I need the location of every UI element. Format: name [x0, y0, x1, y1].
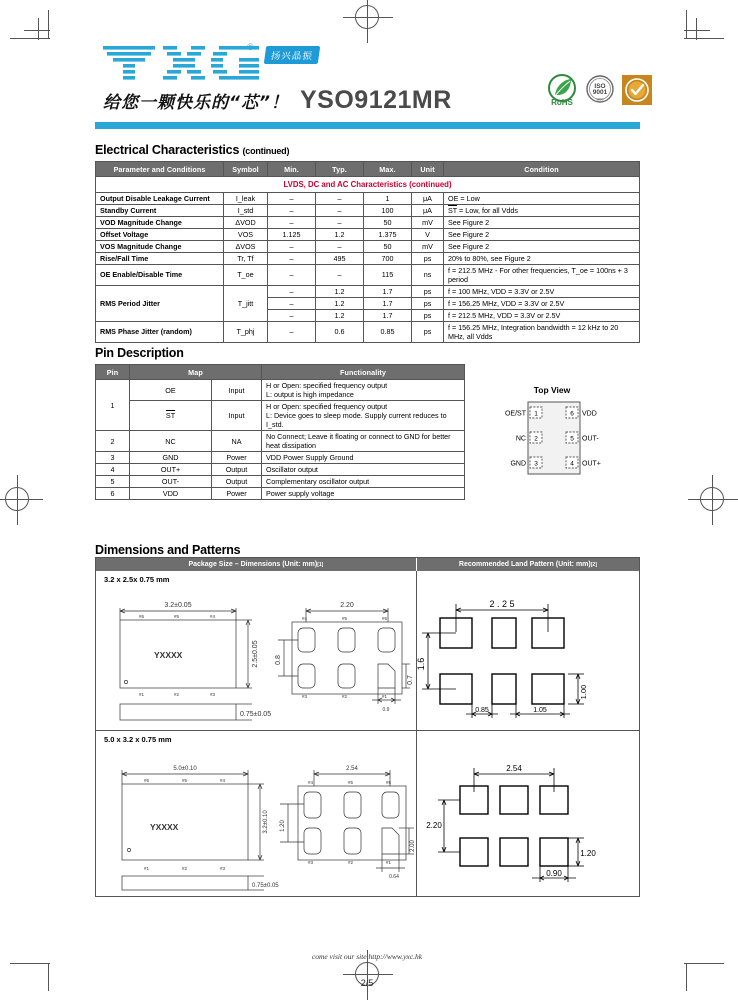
pin-map: VDD [130, 488, 212, 500]
svg-text:#2: #2 [342, 694, 348, 699]
pin-map: $\overline{ST}$ [130, 401, 212, 431]
svg-text:#3: #3 [220, 866, 226, 871]
pin-map: OUT- [130, 476, 212, 488]
col-package-size-label: Package Size – Dimensions (Unit: mm) [188, 561, 318, 568]
svg-text:1.6: 1.6 [416, 657, 426, 671]
pin-map: GND [130, 452, 212, 464]
row-param: RMS Phase Jitter (random) [96, 321, 224, 342]
table-row [96, 264, 640, 285]
svg-text:2.20: 2.20 [340, 602, 354, 609]
row-min: – [268, 309, 316, 321]
svg-text:ucc: ucc [596, 96, 604, 102]
svg-text:6: 6 [570, 410, 574, 418]
row-condition: f = 156.25 MHz, Integration bandwidth = 12 kHz to 20 MHz, all Vdds [444, 321, 640, 342]
pin-type: Input [212, 380, 262, 401]
header-accent-bar [95, 122, 640, 129]
pin-type: Input [212, 401, 262, 431]
row-typ: – [316, 192, 364, 204]
svg-text:1.00: 1.00 [579, 684, 588, 700]
col-parameter: Parameter and Conditions [96, 162, 224, 177]
svg-text:0.75±0.05: 0.75±0.05 [240, 711, 272, 718]
svg-text:0.90: 0.90 [546, 869, 562, 878]
row-unit: V [412, 228, 444, 240]
electrical-characteristics-table [95, 161, 640, 343]
svg-text:0.9: 0.9 [382, 707, 390, 713]
registration-mark-top [355, 5, 381, 31]
svg-text:1.20: 1.20 [580, 849, 596, 858]
svg-text:OUT-: OUT- [582, 435, 599, 443]
pin-function: Power supply voltage [262, 488, 465, 500]
svg-text:#3: #3 [210, 692, 216, 697]
row-condition: OE = Low [444, 192, 640, 204]
row-unit: mV [412, 216, 444, 228]
footnote-1: [1] [317, 561, 324, 568]
table-row [96, 431, 465, 452]
row-min: – [268, 240, 316, 252]
row-condition: f = 212.5 MHz, VDD = 3.3V or 2.5V [444, 309, 640, 321]
svg-text:#6: #6 [144, 778, 150, 783]
dimensions-header [96, 558, 639, 571]
pin-function: Oscillator output [262, 464, 465, 476]
row-max: 0.85 [364, 321, 412, 342]
row-unit: ps [412, 252, 444, 264]
pin-number: 2 [96, 431, 130, 452]
row-symbol: ΔVOS [224, 240, 268, 252]
lvds-subheader: LVDS, DC and AC Characteristics (continued) [96, 177, 640, 193]
svg-text:#4: #4 [220, 778, 226, 783]
row-symbol: VOS [224, 228, 268, 240]
row-condition: f = 212.5 MHz - For other frequencies, T_oe = 100ns + 3 period [444, 264, 640, 285]
svg-text:#2: #2 [182, 866, 188, 871]
svg-text:#1: #1 [139, 692, 145, 697]
pin-description-table [95, 364, 465, 500]
svg-text:#5: #5 [342, 616, 348, 621]
row-symbol: T_jitt [224, 285, 268, 321]
pin-number: 1 [96, 380, 130, 431]
svg-text:0.75±0.05: 0.75±0.05 [252, 883, 279, 889]
table-row [96, 488, 465, 500]
row-param: Offset Voltage [96, 228, 224, 240]
package-b-label: 5.0 x 3.2 x 0.75 mm [104, 735, 172, 744]
col-unit: Unit [412, 162, 444, 177]
row-typ: 495 [316, 252, 364, 264]
table-row [96, 192, 640, 204]
col-map: Map [130, 365, 262, 380]
row-condition: See Figure 2 [444, 240, 640, 252]
dimensions-panel [95, 557, 640, 897]
row-max: 1.7 [364, 285, 412, 297]
row-min: – [268, 204, 316, 216]
svg-text:0.8: 0.8 [275, 655, 282, 665]
table-header-row [96, 365, 465, 380]
subheader-row [96, 177, 640, 193]
row-symbol: ΔVOD [224, 216, 268, 228]
svg-text:0.7: 0.7 [407, 675, 414, 685]
col-typ: Typ. [316, 162, 364, 177]
svg-text:#6: #6 [139, 614, 145, 619]
svg-text:0.64: 0.64 [389, 874, 399, 880]
table-row [96, 464, 465, 476]
svg-text:#5: #5 [348, 780, 354, 785]
package-b-drawing [102, 754, 418, 894]
row-param: OE Enable/Disable Time [96, 264, 224, 285]
company-slogan: 给您一颗快乐的“芯”！ [103, 93, 289, 113]
row-typ: – [316, 204, 364, 216]
row-symbol: I_std [224, 204, 268, 216]
svg-text:#1: #1 [386, 860, 392, 865]
rohs-badge-icon [545, 73, 579, 107]
row-min: – [268, 285, 316, 297]
row-condition: f = 100 MHz, VDD = 3.3V or 2.5V [444, 285, 640, 297]
row-condition: f = 156.25 MHz, VDD = 3.3V or 2.5V [444, 297, 640, 309]
registration-mark-right [700, 487, 726, 513]
svg-text:5: 5 [570, 435, 574, 443]
row-max: 50 [364, 240, 412, 252]
svg-text:#5: #5 [174, 614, 180, 619]
row-typ: – [316, 216, 364, 228]
svg-text:5.0±0.10: 5.0±0.10 [173, 766, 197, 772]
logo-chinese-badge: 扬兴晶振 [264, 46, 321, 64]
page-number: 2/5 [360, 978, 374, 988]
row-param: VOD Magnitude Change [96, 216, 224, 228]
svg-text:#3: #3 [302, 694, 308, 699]
row-min: – [268, 192, 316, 204]
row-typ: 0.6 [316, 321, 364, 342]
row-min: – [268, 321, 316, 342]
svg-text:1: 1 [534, 410, 538, 418]
section-title-suffix: (continued) [242, 146, 290, 156]
pin-function: No Connect; Leave it floating or connect to GND for better heat dissipation [262, 431, 465, 452]
col-max: Max. [364, 162, 412, 177]
table-row [96, 216, 640, 228]
row-max: 700 [364, 252, 412, 264]
pin-function: H or Open: specified frequency output L: output is high impedance [262, 380, 465, 401]
table-row [96, 401, 465, 431]
col-land-pattern [417, 558, 639, 571]
svg-text:YXXXX: YXXXX [150, 822, 179, 832]
page-header [95, 40, 640, 132]
row-typ: 1.2 [316, 228, 364, 240]
svg-text:2 . 2 5: 2 . 2 5 [489, 599, 515, 609]
svg-text:2.00: 2.00 [410, 840, 416, 852]
pin-description-title [95, 346, 184, 360]
row-unit: ps [412, 285, 444, 297]
table-row [96, 285, 640, 297]
table-row [96, 321, 640, 342]
row-symbol: I_leak [224, 192, 268, 204]
dimensions-horizontal-divider [96, 730, 639, 731]
row-min: – [268, 297, 316, 309]
pin-function: VDD Power Supply Ground [262, 452, 465, 464]
svg-text:#4: #4 [302, 616, 308, 621]
footnote-2: [2] [590, 561, 597, 568]
row-max: 100 [364, 204, 412, 216]
pin-type: Output [212, 476, 262, 488]
land-pattern-b-drawing [426, 758, 636, 888]
table-row [96, 228, 640, 240]
svg-text:#1: #1 [144, 866, 150, 871]
row-unit: mV [412, 240, 444, 252]
svg-text:NC: NC [515, 435, 526, 443]
svg-text:OUT+: OUT+ [582, 460, 601, 468]
svg-text:YXXXX: YXXXX [154, 650, 183, 660]
iso9001-badge-icon [583, 73, 617, 107]
svg-text:#6: #6 [386, 780, 392, 785]
row-symbol: Tr, Tf [224, 252, 268, 264]
table-header-row [96, 162, 640, 177]
section-title-text: Electrical Characteristics [95, 143, 240, 157]
svg-text:2.54: 2.54 [506, 764, 522, 773]
land-pattern-a-drawing [416, 596, 635, 726]
row-unit: μA [412, 204, 444, 216]
row-param: RMS Period Jitter [96, 285, 224, 321]
row-typ: 1.2 [316, 285, 364, 297]
row-param: Standby Current [96, 204, 224, 216]
svg-text:#6: #6 [382, 616, 388, 621]
svg-text:#2: #2 [174, 692, 180, 697]
row-param: Output Disable Leakage Current [96, 192, 224, 204]
package-a-drawing [102, 594, 418, 726]
svg-text:1.20: 1.20 [280, 820, 286, 832]
col-pin: Pin [96, 365, 130, 380]
row-condition: See Figure 2 [444, 216, 640, 228]
row-min: – [268, 264, 316, 285]
svg-text:0.85: 0.85 [475, 707, 489, 714]
svg-text:9001: 9001 [592, 89, 608, 96]
row-typ: – [316, 240, 364, 252]
svg-text:2: 2 [534, 435, 538, 443]
row-param: VOS Magnitude Change [96, 240, 224, 252]
row-min: – [268, 216, 316, 228]
svg-text:GND: GND [510, 460, 526, 468]
row-max: 1.7 [364, 297, 412, 309]
pin-number: 6 [96, 488, 130, 500]
svg-text:2.20: 2.20 [426, 821, 442, 830]
part-number-title: YSO9121MR [300, 86, 452, 114]
row-condition: $\overline{ST}$ = Low, for all Vdds [444, 204, 640, 216]
row-unit: ns [412, 264, 444, 285]
svg-text:ISO: ISO [594, 83, 606, 90]
row-unit: μA [412, 192, 444, 204]
row-symbol: T_phj [224, 321, 268, 342]
table-row [96, 452, 465, 464]
row-max: 50 [364, 216, 412, 228]
row-max: 1.7 [364, 309, 412, 321]
pin-number: 4 [96, 464, 130, 476]
registered-trademark-icon: ® [247, 42, 254, 52]
row-min: 1.125 [268, 228, 316, 240]
row-max: 1 [364, 192, 412, 204]
col-package-size [96, 558, 417, 571]
pin-map: OE [130, 380, 212, 401]
svg-text:2.54: 2.54 [346, 766, 358, 772]
row-max: 115 [364, 264, 412, 285]
svg-text:#4: #4 [308, 780, 314, 785]
pin-function: H or Open: specified frequency output L: Device goes to sleep mode. Supply current reduces to I_std. [262, 401, 465, 431]
svg-text:3.2±0.05: 3.2±0.05 [164, 602, 192, 609]
svg-text:1.05: 1.05 [533, 707, 547, 714]
row-min: – [268, 252, 316, 264]
col-functionality: Functionality [262, 365, 465, 380]
svg-text:#4: #4 [210, 614, 216, 619]
row-unit: ps [412, 321, 444, 342]
pin-function: Complementary oscillator output [262, 476, 465, 488]
table-row [96, 380, 465, 401]
svg-text:#3: #3 [308, 860, 314, 865]
row-typ: 1.2 [316, 309, 364, 321]
svg-text:4: 4 [570, 460, 574, 468]
table-row [96, 240, 640, 252]
top-view-diagram [490, 382, 640, 492]
registration-mark-left [5, 487, 31, 513]
svg-text:VDD: VDD [582, 410, 597, 418]
row-condition: 20% to 80%, see Figure 2 [444, 252, 640, 264]
svg-text:OE/ST: OE/ST [504, 410, 526, 418]
col-min: Min. [268, 162, 316, 177]
quality-check-badge-icon [621, 74, 653, 106]
row-typ: – [316, 264, 364, 285]
svg-text:#2: #2 [348, 860, 354, 865]
pin-type: Output [212, 464, 262, 476]
top-view-title: Top View [533, 385, 571, 395]
pin-map: OUT+ [130, 464, 212, 476]
row-max: 1.375 [364, 228, 412, 240]
col-condition: Condition [444, 162, 640, 177]
pin-type: Power [212, 488, 262, 500]
svg-text:#1: #1 [382, 694, 388, 699]
package-a-label: 3.2 x 2.5x 0.75 mm [104, 575, 170, 584]
row-param: Rise/Fall Time [96, 252, 224, 264]
row-symbol: T_oe [224, 264, 268, 285]
section-title-text: Dimensions and Patterns [95, 543, 241, 557]
table-row [96, 204, 640, 216]
pin-type: Power [212, 452, 262, 464]
footer-text: come visit our site http://www.yxc.hk [311, 952, 423, 961]
dimensions-title [95, 543, 240, 557]
row-typ: 1.2 [316, 297, 364, 309]
row-condition: See Figure 2 [444, 228, 640, 240]
pin-map: NC [130, 431, 212, 452]
svg-text:3: 3 [534, 460, 538, 468]
pin-number: 3 [96, 452, 130, 464]
row-unit: ps [412, 297, 444, 309]
col-land-pattern-label: Recommended Land Pattern (Unit: mm) [458, 561, 591, 568]
electrical-characteristics-title [95, 143, 289, 157]
table-row [96, 252, 640, 264]
svg-text:RoHS: RoHS [551, 98, 573, 107]
section-title-text: Pin Description [95, 346, 184, 360]
table-row [96, 476, 465, 488]
certification-badges [545, 73, 653, 107]
svg-text:2.5±0.05: 2.5±0.05 [252, 640, 259, 668]
svg-text:#5: #5 [182, 778, 188, 783]
svg-text:3.2±0.10: 3.2±0.10 [263, 810, 269, 834]
row-unit: ps [412, 309, 444, 321]
col-symbol: Symbol [224, 162, 268, 177]
pin-type: NA [212, 431, 262, 452]
pin-number: 5 [96, 476, 130, 488]
